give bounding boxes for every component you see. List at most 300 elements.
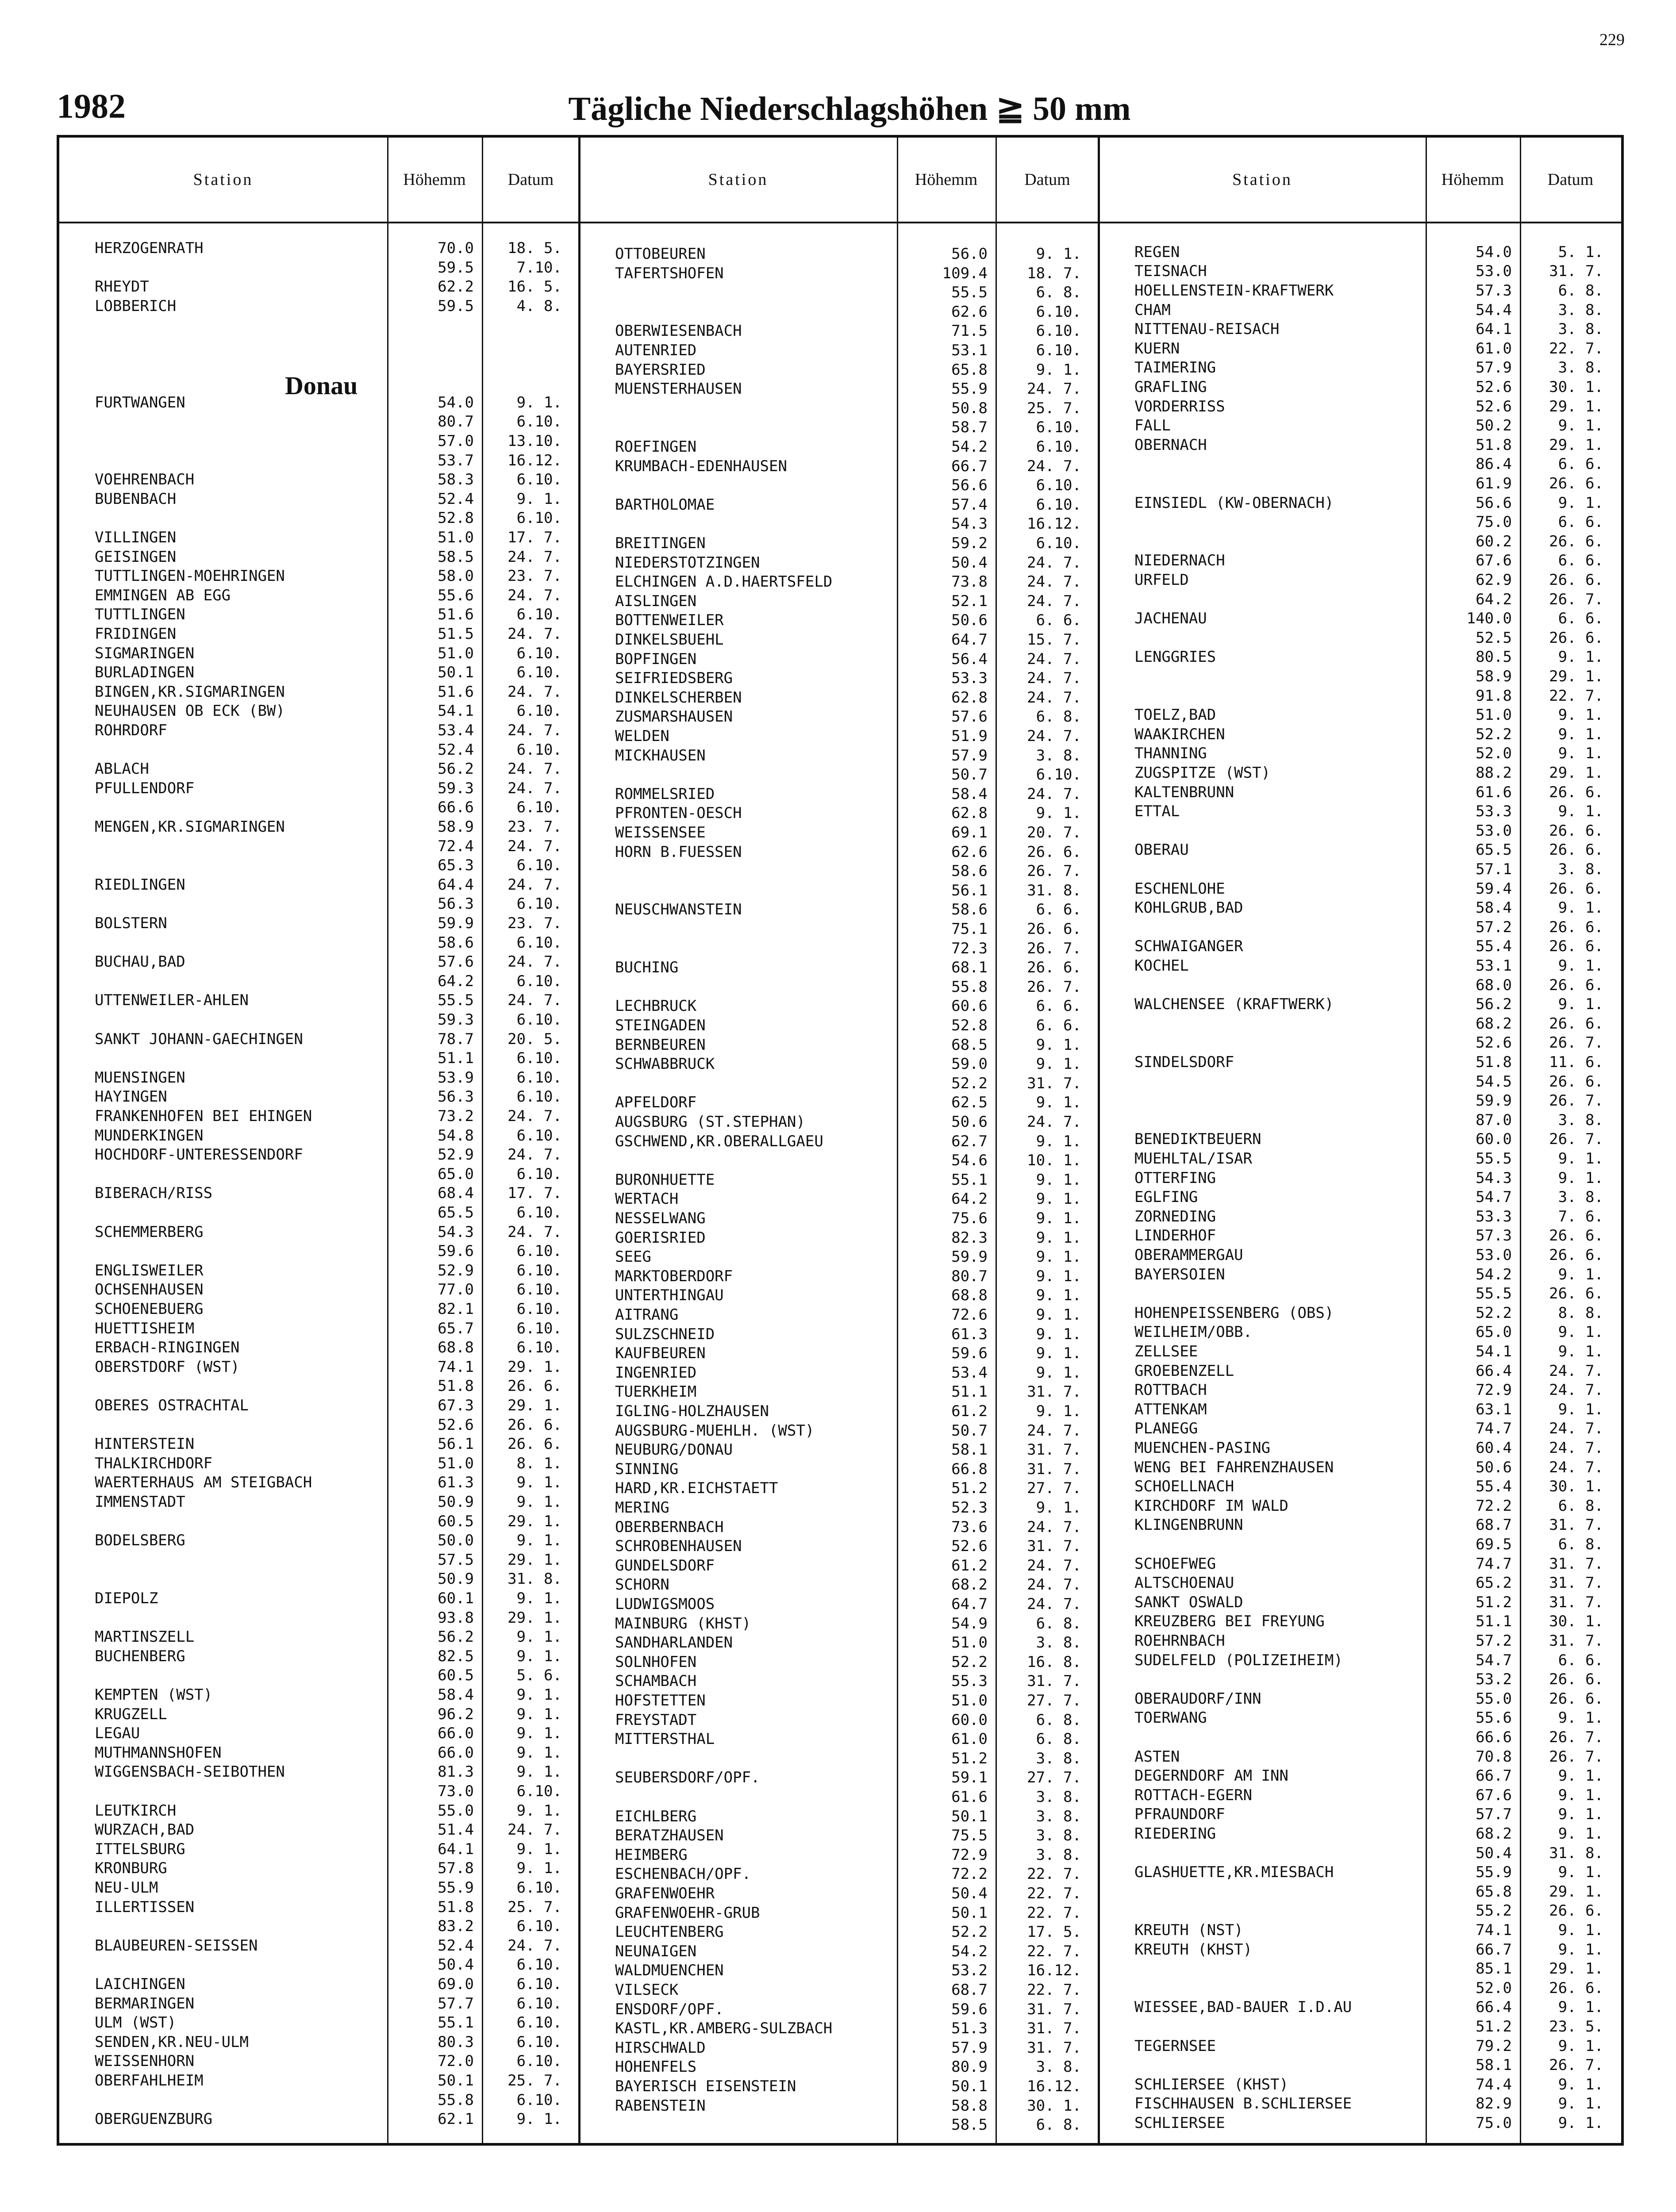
precip-height: 72.2 bbox=[951, 1865, 988, 1883]
precip-height: 50.4 bbox=[951, 1885, 988, 1903]
date: 6.10. bbox=[516, 856, 562, 875]
station-name: GRAFENWOEHR bbox=[615, 1885, 715, 1903]
precip-height: 74.1 bbox=[438, 1358, 474, 1376]
table-row bbox=[580, 746, 1099, 765]
table-row bbox=[580, 630, 1099, 649]
precip-height: 50.9 bbox=[438, 1570, 474, 1588]
station-name: TEISNACH bbox=[1134, 262, 1207, 280]
date: 9. 1. bbox=[1558, 745, 1603, 763]
table-row bbox=[1099, 898, 1621, 918]
table-row bbox=[59, 701, 580, 721]
date: 31. 8. bbox=[507, 1570, 562, 1588]
precip-height: 50.7 bbox=[951, 1421, 988, 1440]
precip-height: 55.0 bbox=[438, 1801, 474, 1820]
date: 6.10. bbox=[516, 1994, 562, 2012]
table-row bbox=[1099, 1708, 1621, 1728]
date: 6.10. bbox=[516, 1281, 562, 1299]
precip-height: 50.1 bbox=[951, 1807, 988, 1825]
precip-height: 53.3 bbox=[1476, 803, 1512, 821]
date: 3. 8. bbox=[1558, 301, 1603, 319]
date: 9. 1. bbox=[1558, 1149, 1603, 1167]
date: 24. 7. bbox=[1027, 650, 1081, 668]
date: 6.10. bbox=[516, 1956, 562, 1974]
date: 31. 7. bbox=[1027, 1074, 1081, 1092]
table-row bbox=[580, 1325, 1099, 1344]
table-row bbox=[1099, 1843, 1621, 1863]
table-row bbox=[59, 875, 580, 895]
precip-height: 59.4 bbox=[1476, 879, 1512, 898]
table-row bbox=[59, 991, 580, 1010]
table-row bbox=[580, 688, 1099, 707]
precip-height: 81.3 bbox=[438, 1763, 474, 1781]
table-row bbox=[580, 572, 1099, 591]
precip-height: 57.2 bbox=[1476, 918, 1512, 936]
date: 23. 5. bbox=[1549, 2017, 1603, 2035]
table-row bbox=[1099, 1380, 1621, 1400]
precip-height: 56.2 bbox=[438, 760, 474, 778]
table-row bbox=[1099, 783, 1621, 802]
precip-height: 53.4 bbox=[438, 722, 474, 739]
table-row bbox=[1099, 551, 1621, 570]
station-name: RHEYDT bbox=[95, 278, 149, 296]
precip-height: 65.5 bbox=[1476, 841, 1512, 859]
precip-height: 72.3 bbox=[951, 939, 988, 957]
date: 6.10. bbox=[516, 1261, 562, 1279]
precip-height: 57.7 bbox=[438, 1994, 474, 2012]
station-name: BURONHUETTE bbox=[615, 1171, 715, 1189]
station-name: OBERAUDORF/INN bbox=[1134, 1690, 1261, 1708]
table-row bbox=[580, 1382, 1099, 1402]
precip-height: 50.0 bbox=[438, 1532, 474, 1550]
date: 6.10. bbox=[1036, 534, 1081, 553]
date: 9. 1. bbox=[516, 1686, 562, 1704]
precip-height: 65.2 bbox=[1476, 1574, 1512, 1592]
precip-height: 66.7 bbox=[951, 457, 988, 475]
date: 6.10. bbox=[516, 606, 562, 624]
station-name: SCHOELLNACH bbox=[1134, 1478, 1234, 1496]
date: 26. 6. bbox=[1549, 841, 1603, 859]
table-row bbox=[580, 977, 1099, 997]
precip-height: 65.0 bbox=[438, 1165, 474, 1183]
date: 9. 1. bbox=[1558, 2095, 1603, 2113]
precip-height: 52.0 bbox=[1476, 745, 1512, 763]
precip-height: 80.7 bbox=[951, 1267, 988, 1285]
precip-height: 85.1 bbox=[1476, 1960, 1512, 1978]
precip-height: 60.4 bbox=[1476, 1439, 1512, 1457]
date: 6.10. bbox=[516, 1011, 562, 1029]
precip-height: 74.7 bbox=[1476, 1420, 1512, 1438]
precip-height: 57.9 bbox=[1476, 359, 1512, 377]
station-name: ELCHINGEN A.D.HAERTSFELD bbox=[615, 573, 833, 591]
precip-height: 64.7 bbox=[951, 1595, 988, 1613]
station-name: ROEHRNBACH bbox=[1134, 1632, 1225, 1650]
table-row bbox=[580, 1594, 1099, 1614]
precip-height: 51.5 bbox=[438, 625, 474, 643]
precip-height: 55.0 bbox=[1476, 1690, 1512, 1708]
station-name: HEIMBERG bbox=[615, 1846, 688, 1864]
station-name: THALKIRCHDORF bbox=[95, 1454, 213, 1472]
date: 9. 1. bbox=[1558, 1824, 1603, 1843]
date: 6.10. bbox=[516, 2033, 562, 2051]
table-row bbox=[1099, 1997, 1621, 2017]
precip-height: 57.4 bbox=[951, 495, 988, 514]
date: 9. 1. bbox=[1036, 1190, 1081, 1208]
precip-height: 66.7 bbox=[1476, 1767, 1512, 1785]
table-row bbox=[580, 842, 1099, 862]
station-name: BOPFINGEN bbox=[615, 650, 697, 668]
header-station: Station bbox=[193, 170, 254, 189]
date: 6.10. bbox=[516, 895, 562, 913]
station-name: NEUHAUSEN OB ECK (BW) bbox=[95, 702, 285, 720]
date: 31. 7. bbox=[1027, 1672, 1081, 1690]
table-row bbox=[580, 437, 1099, 457]
table-row bbox=[59, 1936, 580, 1955]
date: 24. 7. bbox=[507, 586, 562, 604]
precip-height: 53.7 bbox=[438, 451, 474, 469]
date: 6.10. bbox=[1036, 419, 1081, 437]
table-row bbox=[580, 1421, 1099, 1440]
date: 25. 7. bbox=[1027, 399, 1081, 417]
date: 29. 1. bbox=[507, 1551, 562, 1569]
precip-height: 140.0 bbox=[1466, 610, 1512, 628]
date: 9. 1. bbox=[1558, 417, 1603, 435]
precip-height: 73.6 bbox=[951, 1518, 988, 1536]
date: 6. 6. bbox=[1558, 610, 1603, 628]
table-row bbox=[580, 784, 1099, 804]
table-row bbox=[1099, 2094, 1621, 2113]
table-row bbox=[59, 489, 580, 509]
station-name: TAFERTSHOFEN bbox=[615, 264, 724, 282]
table-row bbox=[580, 1479, 1099, 1498]
date: 9. 1. bbox=[516, 393, 562, 411]
station-name: SCHOENEBUERG bbox=[95, 1300, 204, 1318]
station-name: ZUSMARSHAUSEN bbox=[615, 708, 733, 726]
station-name: BUCHENBERG bbox=[95, 1647, 185, 1665]
table-row bbox=[580, 1633, 1099, 1652]
table-row bbox=[1099, 590, 1621, 609]
date: 11. 6. bbox=[1549, 1053, 1603, 1071]
precip-height: 54.3 bbox=[951, 515, 988, 533]
date: 9. 1. bbox=[1558, 899, 1603, 917]
precip-height: 55.9 bbox=[951, 380, 988, 398]
precip-height: 52.1 bbox=[951, 592, 988, 610]
date: 6. 6. bbox=[1036, 1017, 1081, 1035]
station-name: SEUBERSDORF/OPF. bbox=[615, 1769, 760, 1787]
table-row bbox=[1099, 956, 1621, 975]
precip-height: 52.6 bbox=[951, 1537, 988, 1555]
station-name: LECHBRUCK bbox=[615, 997, 697, 1015]
table-row bbox=[580, 1112, 1099, 1132]
station-name: FREYSTADT bbox=[615, 1711, 697, 1729]
table-row bbox=[59, 586, 580, 605]
station-name: NEU-ULM bbox=[95, 1879, 158, 1897]
table-row bbox=[59, 412, 580, 431]
date: 22. 7. bbox=[1027, 1904, 1081, 1922]
station-name: LENGGRIES bbox=[1134, 648, 1216, 666]
station-name: LEUCHTENBERG bbox=[615, 1923, 724, 1941]
date: 8. 8. bbox=[1558, 1304, 1603, 1322]
date: 26. 6. bbox=[1549, 822, 1603, 840]
station-name: BOTTENWEILER bbox=[615, 611, 724, 630]
date: 3. 8. bbox=[1036, 1807, 1081, 1825]
precip-height: 66.7 bbox=[1476, 1940, 1512, 1959]
page-number: 229 bbox=[1599, 31, 1625, 49]
table-row bbox=[59, 1782, 580, 1801]
date: 16.12. bbox=[507, 451, 562, 469]
date: 13.10. bbox=[507, 432, 562, 450]
precip-height: 50.8 bbox=[951, 399, 988, 417]
date: 26. 6. bbox=[1549, 783, 1603, 801]
precip-height: 65.7 bbox=[438, 1319, 474, 1337]
table-row bbox=[1099, 1342, 1621, 1361]
date: 30. 1. bbox=[1549, 1478, 1603, 1496]
precip-height: 75.5 bbox=[951, 1827, 988, 1845]
table-row bbox=[580, 2077, 1099, 2096]
precip-height: 55.6 bbox=[438, 586, 474, 604]
table-row bbox=[59, 1685, 580, 1705]
precip-height: 52.9 bbox=[438, 1261, 474, 1279]
date: 9. 1. bbox=[1036, 1306, 1081, 1324]
header-hoehe: Höhe mm bbox=[1441, 170, 1504, 189]
precip-height: 54.5 bbox=[1476, 1072, 1512, 1091]
station-name: ROMMELSRIED bbox=[615, 785, 715, 803]
date: 30. 1. bbox=[1027, 2097, 1081, 2115]
station-name: OBERSTDORF (WST) bbox=[95, 1358, 240, 1376]
table-row bbox=[580, 495, 1099, 515]
date: 7.10. bbox=[516, 258, 562, 276]
table-row bbox=[580, 2000, 1099, 2019]
table-row bbox=[59, 1724, 580, 1743]
table-row bbox=[59, 856, 580, 875]
station-name: ENGLISWEILER bbox=[95, 1261, 204, 1279]
precip-height: 56.0 bbox=[951, 245, 988, 263]
table-row bbox=[59, 1319, 580, 1338]
station-name: AISLINGEN bbox=[615, 592, 697, 610]
precip-height: 50.7 bbox=[951, 766, 988, 784]
date: 24. 7. bbox=[507, 683, 562, 701]
station-name: LEUTKIRCH bbox=[95, 1801, 177, 1820]
precip-height: 52.3 bbox=[951, 1499, 988, 1517]
date: 6. 8. bbox=[1036, 2116, 1081, 2134]
precip-height: 57.5 bbox=[438, 1551, 474, 1569]
date: 3. 8. bbox=[1036, 1827, 1081, 1845]
table-row bbox=[1099, 1631, 1621, 1651]
date: 6. 6. bbox=[1036, 901, 1081, 919]
precip-height: 55.8 bbox=[438, 2091, 474, 2109]
date: 9. 1. bbox=[1558, 1863, 1603, 1882]
table-row bbox=[1099, 705, 1621, 725]
station-name: SANDHARLANDEN bbox=[615, 1634, 733, 1652]
table-row bbox=[580, 939, 1099, 958]
station-name: BERATZHAUSEN bbox=[615, 1827, 724, 1845]
station-name: OBERWIESENBACH bbox=[615, 322, 742, 340]
station-name: ETTAL bbox=[1134, 803, 1180, 821]
date: 6.10. bbox=[516, 1782, 562, 1800]
table-row bbox=[1099, 1593, 1621, 1612]
table-row bbox=[1099, 1129, 1621, 1149]
station-name: ITTELSBURG bbox=[95, 1840, 185, 1858]
station-name: LEGAU bbox=[95, 1724, 140, 1743]
date: 26. 6. bbox=[507, 1416, 562, 1434]
date: 9. 1. bbox=[1558, 1805, 1603, 1824]
precip-height: 61.9 bbox=[1476, 474, 1512, 492]
precip-height: 53.2 bbox=[951, 1962, 988, 1980]
date: 6.10. bbox=[516, 1917, 562, 1936]
table-row bbox=[580, 1807, 1099, 1826]
precip-height: 53.1 bbox=[1476, 956, 1512, 975]
precip-height: 55.8 bbox=[951, 978, 988, 996]
precip-height: 75.6 bbox=[951, 1210, 988, 1228]
table-row bbox=[1099, 802, 1621, 821]
table-row bbox=[59, 1415, 580, 1435]
station-name: SANKT OSWALD bbox=[1134, 1593, 1243, 1611]
table-row bbox=[1099, 454, 1621, 474]
date: 6.10. bbox=[516, 2052, 562, 2070]
date: 25. 7. bbox=[507, 1898, 562, 1916]
station-name: DINKELSCHERBEN bbox=[615, 688, 742, 707]
station-name: VOEHRENBACH bbox=[95, 471, 195, 489]
precip-height: 66.6 bbox=[438, 799, 474, 817]
precip-height: 57.6 bbox=[951, 708, 988, 726]
precip-height: 54.2 bbox=[951, 438, 988, 456]
table-row bbox=[1099, 1014, 1621, 1033]
table-row bbox=[580, 399, 1099, 418]
date: 9. 1. bbox=[1558, 1709, 1603, 1727]
station-name: KOCHEL bbox=[1134, 956, 1189, 975]
table-row bbox=[1099, 840, 1621, 860]
date: 9. 1. bbox=[1558, 1323, 1603, 1341]
table-row bbox=[59, 2090, 580, 2110]
table-row bbox=[1099, 1207, 1621, 1226]
precip-height: 59.5 bbox=[438, 258, 474, 276]
date: 26. 6. bbox=[1549, 918, 1603, 936]
precip-height: 80.3 bbox=[438, 2033, 474, 2051]
table-row bbox=[580, 1961, 1099, 1980]
station-name: SENDEN,KR.NEU-ULM bbox=[95, 2033, 249, 2051]
table-row bbox=[1099, 1052, 1621, 1072]
precip-height: 53.1 bbox=[951, 342, 988, 360]
precip-height: 59.6 bbox=[951, 1344, 988, 1363]
station-name: NITTENAU-REISACH bbox=[1134, 320, 1280, 338]
station-name: EINSIEDL (KW-OBERNACH) bbox=[1134, 494, 1334, 512]
precip-height: 50.4 bbox=[438, 1956, 474, 1974]
precip-height: 64.4 bbox=[438, 876, 474, 894]
table-row bbox=[59, 2109, 580, 2129]
date: 26. 6. bbox=[1027, 959, 1081, 977]
station-name: HUETTISHEIM bbox=[95, 1319, 195, 1337]
station-name: ESCHENBACH/OPF. bbox=[615, 1865, 751, 1883]
precip-height: 53.3 bbox=[951, 669, 988, 687]
station-name: EMMINGEN AB EGG bbox=[95, 586, 231, 604]
table-row bbox=[1099, 744, 1621, 763]
date: 9. 1. bbox=[1036, 1267, 1081, 1285]
date: 9. 1. bbox=[1558, 725, 1603, 743]
precip-height: 62.8 bbox=[951, 688, 988, 707]
precip-height: 65.5 bbox=[438, 1204, 474, 1221]
station-name: REGEN bbox=[1134, 243, 1180, 261]
table-row bbox=[580, 707, 1099, 726]
table-row bbox=[59, 1743, 580, 1763]
date: 24. 7. bbox=[1027, 785, 1081, 803]
header-station: Station bbox=[1232, 170, 1292, 189]
date: 6.10. bbox=[516, 1319, 562, 1337]
table-row bbox=[1099, 1689, 1621, 1709]
precip-height: 55.9 bbox=[1476, 1863, 1512, 1882]
date: 24. 7. bbox=[507, 953, 562, 971]
date: 9. 1. bbox=[1558, 803, 1603, 821]
table-row bbox=[1099, 493, 1621, 513]
station-name: HOELLENSTEIN-KRAFTWERK bbox=[1134, 281, 1334, 300]
station-name: GEISINGEN bbox=[95, 548, 177, 566]
header-station: Station bbox=[708, 170, 769, 189]
date: 3. 8. bbox=[1036, 1846, 1081, 1864]
precip-height: 62.1 bbox=[438, 2110, 474, 2128]
table-row bbox=[59, 528, 580, 547]
table-row bbox=[1099, 1554, 1621, 1574]
station-name: DINKELSBUEHL bbox=[615, 631, 724, 649]
table-row bbox=[580, 1344, 1099, 1363]
station-name: BAYERISCH EISENSTEIN bbox=[615, 2078, 796, 2096]
table-row bbox=[1099, 319, 1621, 339]
station-name: NEUNAIGEN bbox=[615, 1942, 697, 1960]
table-row bbox=[580, 1768, 1099, 1787]
station-name: GUNDELSDORF bbox=[615, 1556, 715, 1575]
precip-height: 57.2 bbox=[1476, 1632, 1512, 1650]
precip-height: 57.3 bbox=[1476, 281, 1512, 300]
precip-height: 87.0 bbox=[1476, 1111, 1512, 1129]
date: 9. 1. bbox=[1036, 1286, 1081, 1305]
date: 9. 1. bbox=[516, 490, 562, 508]
precip-height: 51.2 bbox=[951, 1479, 988, 1498]
date: 24. 7. bbox=[1027, 1576, 1081, 1594]
date: 6.10. bbox=[516, 644, 562, 662]
precip-height: 51.2 bbox=[1476, 1593, 1512, 1611]
station-name: OBERES OSTRACHTAL bbox=[95, 1397, 249, 1414]
date: 29. 1. bbox=[507, 1512, 562, 1530]
station-name: BAYERSRIED bbox=[615, 361, 706, 379]
date: 6.10. bbox=[516, 1339, 562, 1357]
table-row bbox=[59, 663, 580, 682]
table-row bbox=[59, 1512, 580, 1531]
table-row bbox=[59, 914, 580, 933]
precip-height: 52.8 bbox=[951, 1017, 988, 1035]
precip-height: 58.4 bbox=[951, 785, 988, 803]
station-name: BUCHAU,BAD bbox=[95, 953, 185, 971]
date: 6. 6. bbox=[1558, 552, 1603, 570]
table-row bbox=[580, 1498, 1099, 1517]
station-name: FURTWANGEN bbox=[95, 393, 185, 411]
table-row bbox=[1099, 1824, 1621, 1843]
table-row bbox=[580, 341, 1099, 360]
table-row bbox=[580, 553, 1099, 572]
precip-height: 55.6 bbox=[1476, 1709, 1512, 1727]
precip-height: 78.7 bbox=[438, 1030, 474, 1048]
station-name: KREUTH (KHST) bbox=[1134, 1940, 1253, 1959]
date: 24. 7. bbox=[507, 1146, 562, 1164]
precip-height: 50.2 bbox=[1476, 417, 1512, 435]
date: 6.10. bbox=[516, 1879, 562, 1897]
precip-height: 66.0 bbox=[438, 1743, 474, 1762]
date: 26. 6. bbox=[1549, 1979, 1603, 1997]
station-name: SCHAMBACH bbox=[615, 1672, 697, 1690]
date: 6.10. bbox=[516, 1165, 562, 1183]
table-row bbox=[580, 1151, 1099, 1170]
station-name: ZUGSPITZE (WST) bbox=[1134, 764, 1271, 782]
station-name: APFELDORF bbox=[615, 1094, 697, 1112]
date: 26. 7. bbox=[1027, 978, 1081, 996]
station-name: MUNDERKINGEN bbox=[95, 1126, 204, 1144]
station-name: BUCHING bbox=[615, 959, 679, 977]
